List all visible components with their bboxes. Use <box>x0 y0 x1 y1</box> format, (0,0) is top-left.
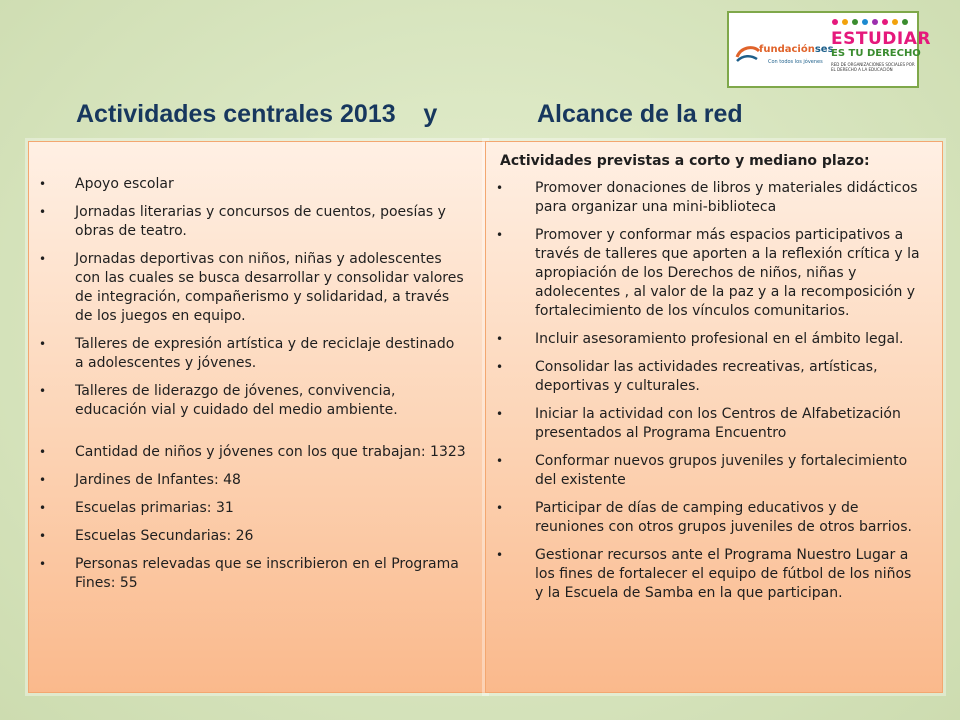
list-item: • Escuelas Secundarias: 26 <box>39 528 254 544</box>
activities-list <box>29 142 485 593</box>
children-figures-icon <box>829 18 915 28</box>
bullet-icon: • <box>496 360 504 374</box>
bullet-icon: • <box>39 473 47 487</box>
partner-logos <box>727 11 931 88</box>
list-item: • Talleres de liderazgo de jóvenes, convivencia, educación vial y cuidado del medio ambiente. <box>39 383 398 418</box>
fundacion-ses-logo <box>735 37 834 73</box>
bullet-icon: • <box>39 445 47 459</box>
bullet-icon: • <box>39 529 47 543</box>
ses-tagline: Con todos los jóvenes <box>768 59 823 65</box>
bullet-icon: • <box>39 205 47 219</box>
list-item: • Personas relevadas que se inscribieron en el Programa Fines: 55 <box>39 556 459 591</box>
bullet-icon: • <box>39 501 47 515</box>
bullet-icon: • <box>39 177 47 191</box>
bullet-icon: • <box>39 337 47 351</box>
estudiar-logo <box>827 18 931 84</box>
list-item: • Promover donaciones de libros y materiales didácticos para organizar una mini-biblioteca <box>496 180 918 215</box>
activities-panel <box>28 141 486 693</box>
list-item: • Jardines de Infantes: 48 <box>39 472 241 488</box>
list-item: • Cantidad de niños y jóvenes con los que trabajan: 1323 <box>39 444 466 460</box>
list-item: • Jornadas deportivas con niños, niñas y adolescentes con las cuales se busca desarrollar y consolidar valores de integración, compañerismo y solidaridad, a través de los juegos en equipo. <box>39 251 464 324</box>
list-item: • Escuelas primarias: 31 <box>39 500 234 516</box>
bullet-icon: • <box>496 332 504 346</box>
bullet-icon: • <box>39 384 47 398</box>
list-item: • Conformar nuevos grupos juveniles y fortalecimiento del existente <box>496 453 908 488</box>
bullet-icon: • <box>496 454 504 468</box>
ses-name: fundaciónses <box>759 44 834 55</box>
swirl-icon <box>735 43 761 65</box>
bullet-icon: • <box>39 252 47 266</box>
bullet-icon: • <box>496 548 504 562</box>
list-item: • Talleres de expresión artística y de reciclaje destinado a adolescentes y jóvenes. <box>39 336 455 371</box>
list-item: • Incluir asesoramiento profesional en el ámbito legal. <box>496 331 904 347</box>
planned-activities-list <box>486 171 942 603</box>
estudiar-small-text: RED DE ORGANIZACIONES SOCIALES POR EL DERECHO A LA EDUCACIÓN <box>831 62 915 72</box>
list-item: • Apoyo escolar <box>39 176 174 192</box>
list-item: • Participar de días de camping educativos y de reuniones con otros grupos juveniles de otros barrios. <box>496 500 912 535</box>
list-item: • Iniciar la actividad con los Centros de Alfabetización presentados al Programa Encuentro <box>496 406 901 441</box>
list-item: • Jornadas literarias y concursos de cuentos, poesías y obras de teatro. <box>39 204 446 239</box>
bullet-icon: • <box>496 407 504 421</box>
estudiar-title: ESTUDIAR <box>831 29 931 49</box>
bullet-icon: • <box>496 181 504 195</box>
planned-activities-panel <box>485 141 943 693</box>
bullet-icon: • <box>496 501 504 515</box>
title-activities: Actividades centrales 2013 y <box>76 100 438 128</box>
title-network-reach: Alcance de la red <box>537 100 743 128</box>
bullet-icon: • <box>496 228 504 242</box>
list-item: • Gestionar recursos ante el Programa Nuestro Lugar a los fines de fortalecer el equipo de fútbol de los niños y la Escuela de Samba en la que participan. <box>496 547 912 601</box>
estudiar-subtitle: ES TU DERECHO <box>831 48 921 59</box>
panel-heading: Actividades previstas a corto y mediano plazo: <box>500 153 870 169</box>
list-item: • Consolidar las actividades recreativas, artísticas, deportivas y culturales. <box>496 359 878 394</box>
bullet-icon: • <box>39 557 47 571</box>
list-item: • Promover y conformar más espacios participativos a través de talleres que aporten a la reflexión crítica y la apropiación de los Derechos de niños, niñas y adolecentes , al valor de la paz y a la recomposición y fortalecimiento de los vínculos comunitarios. <box>496 227 920 319</box>
